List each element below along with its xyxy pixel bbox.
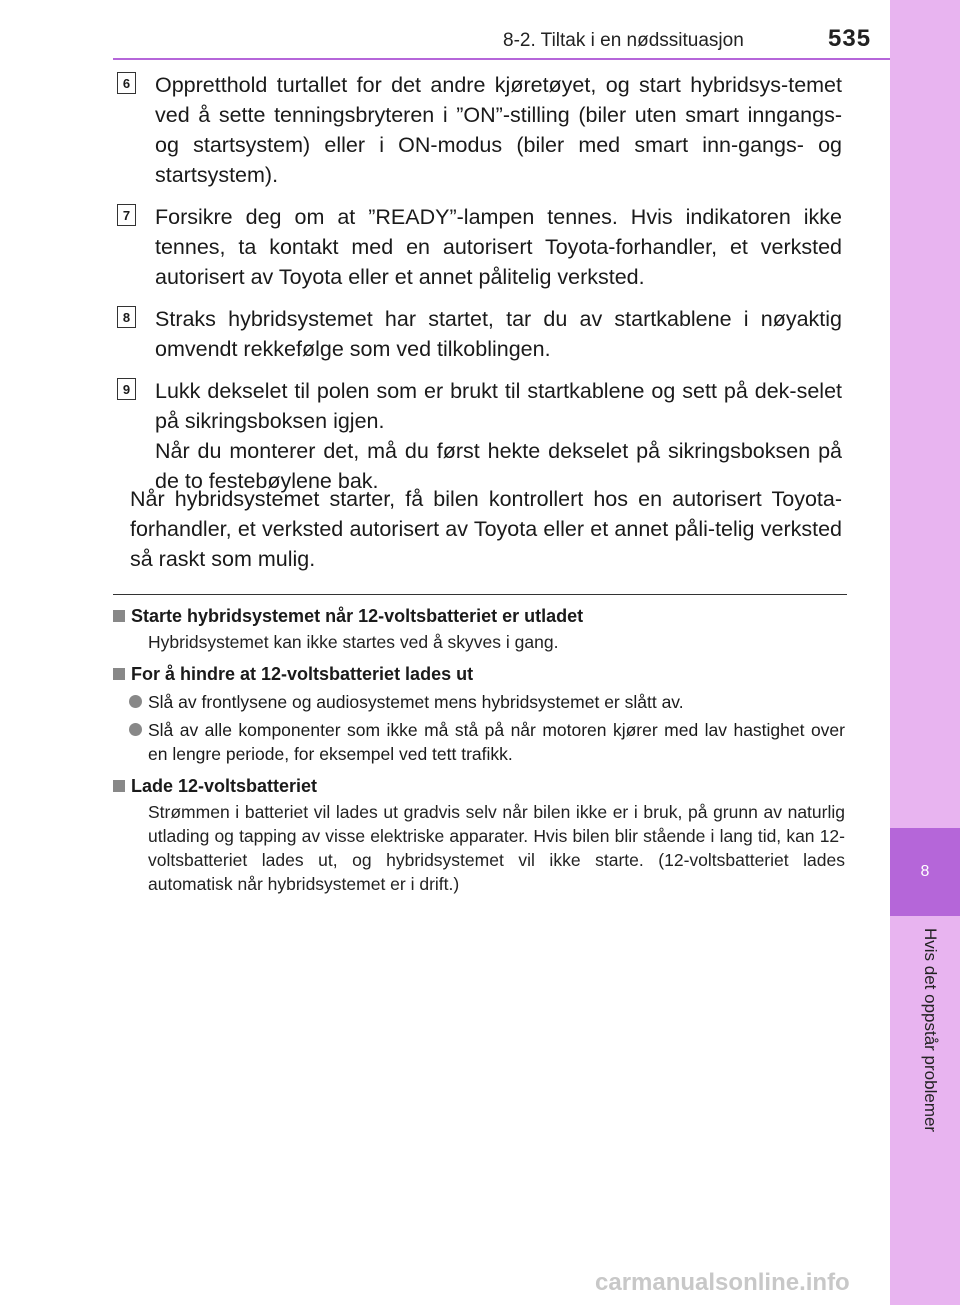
circle-bullet-icon	[129, 695, 142, 708]
chapter-number-box	[890, 828, 960, 916]
note-title: For å hindre at 12-voltsbatteriet lades ut	[131, 664, 474, 684]
step-text: Straks hybridsystemet har startet, tar du av startkablene i nøyaktig omvendt rekkefølge som ved tilkoblingen.	[155, 307, 842, 361]
step-list	[117, 70, 842, 508]
bullet-item	[113, 718, 845, 766]
note-body: Strømmen i batteriet vil lades ut gradvis selv når bilen ikke er i bruk, på grunn av naturlig utlading og tapping av visse elektriske apparater. Hvis bilen blir stående i lang tid, kan 12-voltsbatteriet lades ut, og hybridsystemet vil ikke starte. (12-voltsbatteriet lades automatisk når hybridsystemet er i drift.)	[148, 802, 845, 894]
note-item	[113, 662, 845, 766]
closing-paragraph: Når hybridsystemet starter, få bilen kontrollert hos en autorisert Toyota-forhandler, et verksted autorisert av Toyota eller et annet påli-telig verksted så raskt som mulig.	[130, 487, 842, 571]
chapter-title: Hvis det oppstår problemer	[921, 928, 940, 1133]
page-number: 535	[828, 25, 872, 52]
bullet-text: Slå av frontlysene og audiosystemet mens hybridsystemet er slått av.	[148, 692, 684, 712]
step-text: Oppretthold turtallet for det andre kjøretøyet, og start hybridsys-temet ved å sette tenningsbryteren i ”ON”-stilling (biler uten smart inngangs- og startsystem) eller i ON-modus (biler med smart inn-gangs- og startsystem).	[155, 73, 842, 187]
step-text: Lukk dekselet til polen som er brukt til startkablene og sett på dek-selet på sikringsboksen igjen.	[155, 379, 842, 433]
step-number: 8	[117, 306, 136, 328]
section-divider	[113, 594, 847, 595]
note-title: Lade 12-voltsbatteriet	[131, 776, 318, 796]
bullet-item	[113, 690, 845, 714]
step-item	[117, 304, 842, 364]
note-item	[113, 604, 845, 654]
step-text: Forsikre deg om at ”READY”-lampen tennes. Hvis indikatoren ikke tennes, ta kontakt med en autorisert Toyota-forhandler, et verksted autorisert av Toyota eller et annet pålitelig verksted.	[155, 205, 842, 289]
chapter-number: 8	[920, 863, 930, 880]
bullet-text: Slå av alle komponenter som ikke må stå på når motoren kjører med lav hastighet over en lengre periode, for eksempel ved tett trafikk.	[148, 720, 845, 764]
step-number: 9	[117, 378, 136, 400]
note-item	[113, 774, 845, 896]
step-item	[117, 202, 842, 292]
step-note: Når du monterer det, må du først hekte dekselet på sikringsboksen på de to festebøylene bak.	[155, 439, 842, 493]
watermark: carmanualsonline.info	[595, 1269, 850, 1296]
header-divider	[113, 58, 890, 60]
circle-bullet-icon	[129, 723, 142, 736]
step-item	[117, 70, 842, 190]
note-title: Starte hybridsystemet når 12-voltsbatteriet er utladet	[131, 606, 584, 626]
step-number: 7	[117, 204, 136, 226]
step-item	[117, 376, 842, 496]
square-bullet-icon	[113, 610, 125, 622]
square-bullet-icon	[113, 668, 125, 680]
step-number: 6	[117, 72, 136, 94]
note-body: Hybridsystemet kan ikke startes ved å skyves i gang.	[148, 632, 559, 652]
square-bullet-icon	[113, 780, 125, 792]
section-title: 8-2. Tiltak i en nødssituasjon	[503, 30, 744, 51]
notes-section	[113, 604, 845, 904]
